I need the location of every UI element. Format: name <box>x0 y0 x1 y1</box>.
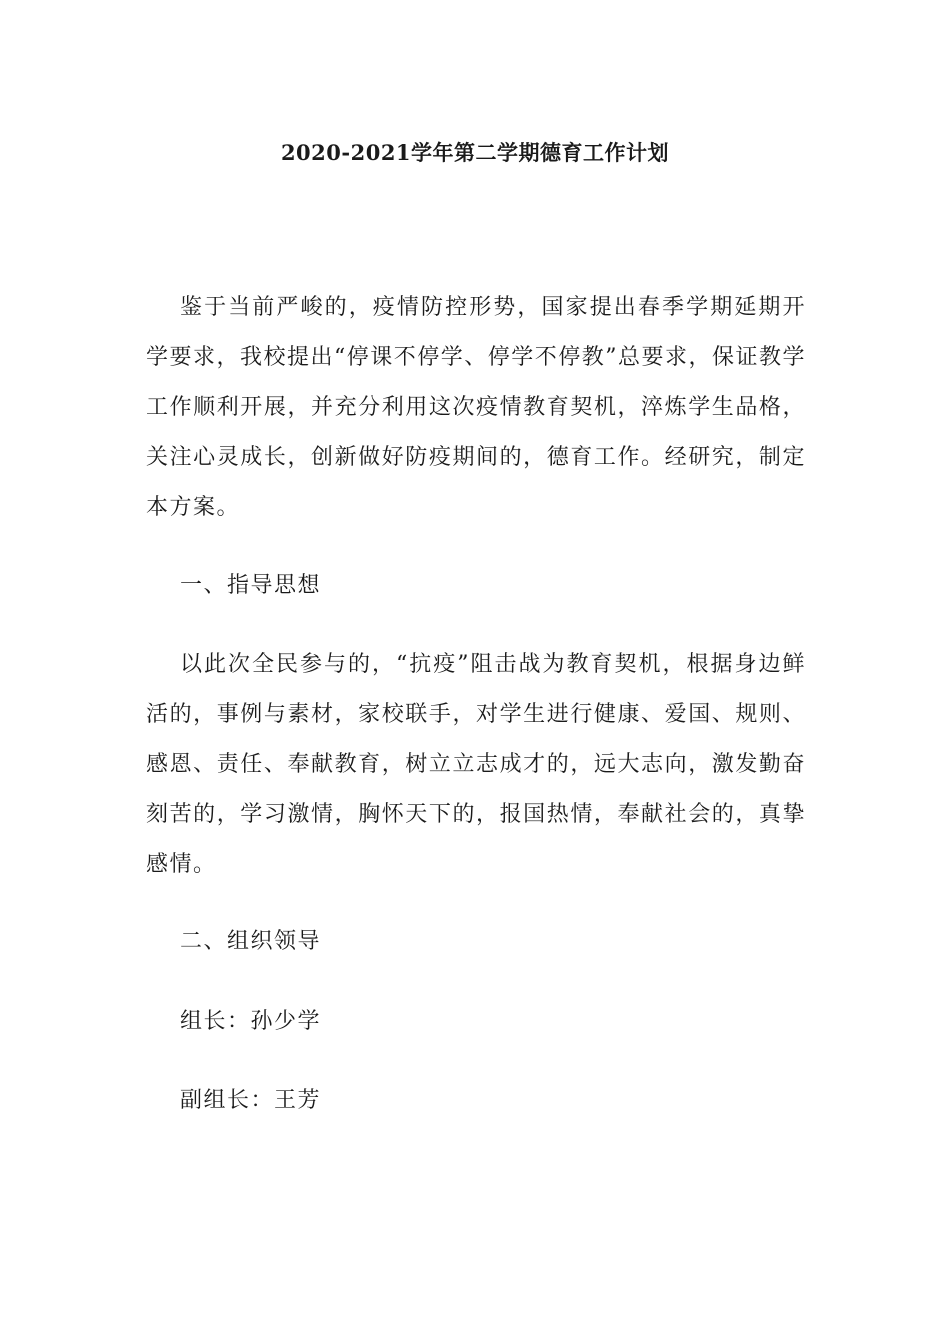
group-leader-line: 组长：孙少学 <box>180 1009 322 1034</box>
guiding-ideology-paragraph: 以此次全民参与的，“抗疫”阻击战为教育契机，根据身边鲜活的，事例与素材，家校联手，对学生进行健康、爱国、规则、感恩、责任、奉献教育，树立立志成才的，远大志向，激发勤奋刻苦的，学习激情，胸怀天下的，报国热情，奉献社会的，真挚感情。 <box>146 652 806 877</box>
intro-paragraph: 鉴于当前严峻的，疫情防控形势，国家提出春季学期延期开学要求，我校提出“停课不停学、停学不停教”总要求，保证教学工作顺利开展，并充分利用这次疫情教育契机，淬炼学生品格，关注心灵成长，创新做好防疫期间的，德育工作。经研究，制定本方案。 <box>146 295 806 520</box>
document-title: 2020-2021学年第二学期德育工作计划 <box>280 140 670 165</box>
deputy-leader-line: 副组长：王芳 <box>180 1088 322 1113</box>
section-heading-guiding-ideology: 一、指导思想 <box>180 573 322 598</box>
section-heading-organization: 二、组织领导 <box>180 929 322 954</box>
